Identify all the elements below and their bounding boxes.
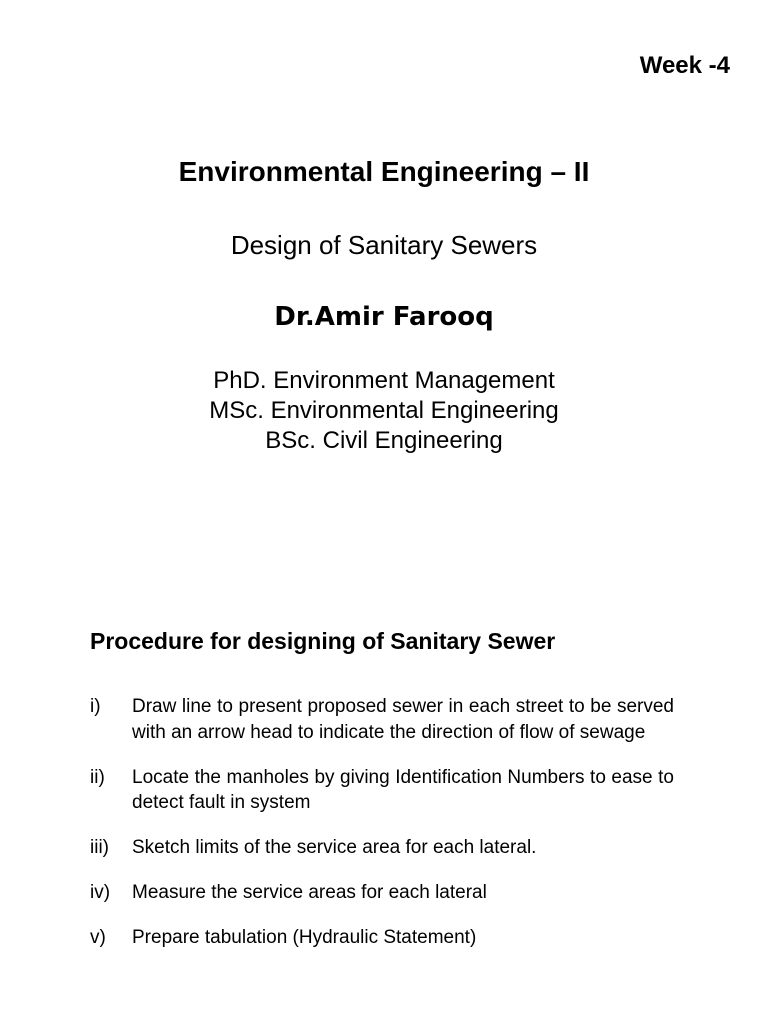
qualification-bsc: BSc. Civil Engineering	[265, 427, 503, 454]
lecture-title: Design of Sanitary Sewers	[230, 230, 538, 260]
list-item-number: ii)	[90, 766, 105, 788]
qualifications-block	[0, 366, 768, 456]
author-name: Dr.Amir Farooq	[274, 302, 494, 332]
list-item-text: Measure the service areas for each lateral	[132, 882, 487, 903]
procedure-list	[90, 694, 674, 970]
course-title: Environmental Engineering – II	[178, 156, 590, 187]
section-heading: Procedure for designing of Sanitary Sewer	[90, 628, 556, 654]
list-item	[90, 925, 674, 951]
list-item-number: iv)	[90, 882, 111, 903]
list-item-number: i)	[90, 696, 101, 717]
list-item-text: Sketch limits of the service area for each lateral.	[132, 837, 537, 858]
list-item-text: Draw line to present proposed sewer in each street to be served with an arrow head to indicate the direction of flow of sewage	[132, 696, 674, 743]
list-item	[90, 880, 674, 906]
list-item-text: Locate the manholes by giving Identification Numbers to ease to detect fault in system	[132, 766, 674, 813]
week-label: Week -4	[639, 52, 730, 79]
list-item	[90, 835, 674, 861]
list-item-number: iii)	[90, 837, 109, 858]
list-item	[90, 694, 674, 745]
qualification-msc: MSc. Environmental Engineering	[209, 397, 559, 424]
qualification-phd: PhD. Environment Management	[213, 367, 555, 394]
list-item	[90, 765, 674, 816]
list-item-text: Prepare tabulation (Hydraulic Statement)	[132, 927, 477, 948]
list-item-number: v)	[90, 927, 106, 948]
